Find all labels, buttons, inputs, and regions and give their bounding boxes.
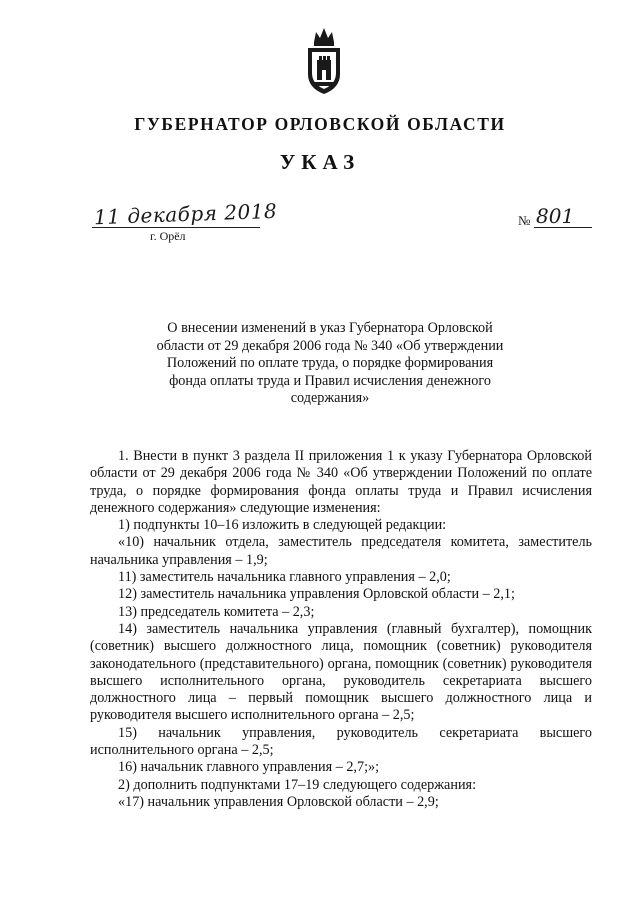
- document-date: 11 декабря 2018: [93, 198, 278, 230]
- date-underline: [92, 227, 260, 228]
- document-subject: О внесении изменений в указ Губернатора Орловской области от 29 декабря 2006 года № 340 «Об утверждении Положений по оплате труда, о порядке формирования фонда оплаты труда и Правил исчисления денежного содержания»: [156, 320, 504, 407]
- paragraph: 2) дополнить подпунктами 17–19 следующего содержания:: [118, 776, 477, 793]
- number-label: №: [518, 213, 531, 228]
- coat-of-arms-icon: [304, 26, 344, 96]
- issuing-authority: ГУБЕРНАТОР ОРЛОВСКОЙ ОБЛАСТИ: [134, 114, 506, 134]
- paragraph: «10) начальник отдела, заместитель председателя комитета, заместитель начальника управления – 1,9;: [90, 534, 592, 568]
- paragraph: 11) заместитель начальника главного управления – 2,0;: [118, 569, 451, 586]
- paragraph: 1. Внести в пункт 3 раздела II приложения 1 к указу Губернатора Орловской области от 29 декабря 2006 года № 340 «Об утверждении Положений по оплате труда, о порядке формирования фонда оплаты труда и Правил исчисления денежного содержания» следующие изменения:: [90, 448, 592, 516]
- document-city: г. Орёл: [150, 229, 186, 243]
- paragraph: «17) начальник управления Орловской области – 2,9;: [118, 793, 439, 810]
- number-underline: [534, 227, 592, 228]
- paragraph: 14) заместитель начальника управления (главный бухгалтер), помощник (советник) высшего должностного лица, помощник (советник) руководителя законодательного (представительного) органа, помощник (советник) руководителя высшего исполнительного органа, руководитель секретариата высшего должностного лица – первый помощник высшего должностного лица и руководителя высшего исполнительного органа – 2,5;: [90, 620, 592, 724]
- paragraph: 1) подпункты 10–16 изложить в следующей редакции:: [118, 517, 447, 534]
- document-number: 801: [536, 204, 575, 228]
- document-type: УКАЗ: [279, 150, 361, 174]
- paragraph: 13) председатель комитета – 2,3;: [118, 603, 315, 620]
- paragraph: 15) начальник управления, руководитель секретариата высшего исполнительного органа – 2,5;: [90, 724, 592, 759]
- document-body: [90, 448, 592, 811]
- paragraph: 12) заместитель начальника управления Орловской области – 2,1;: [118, 586, 515, 603]
- paragraph: 16) начальник главного управления – 2,7;»;: [118, 759, 380, 776]
